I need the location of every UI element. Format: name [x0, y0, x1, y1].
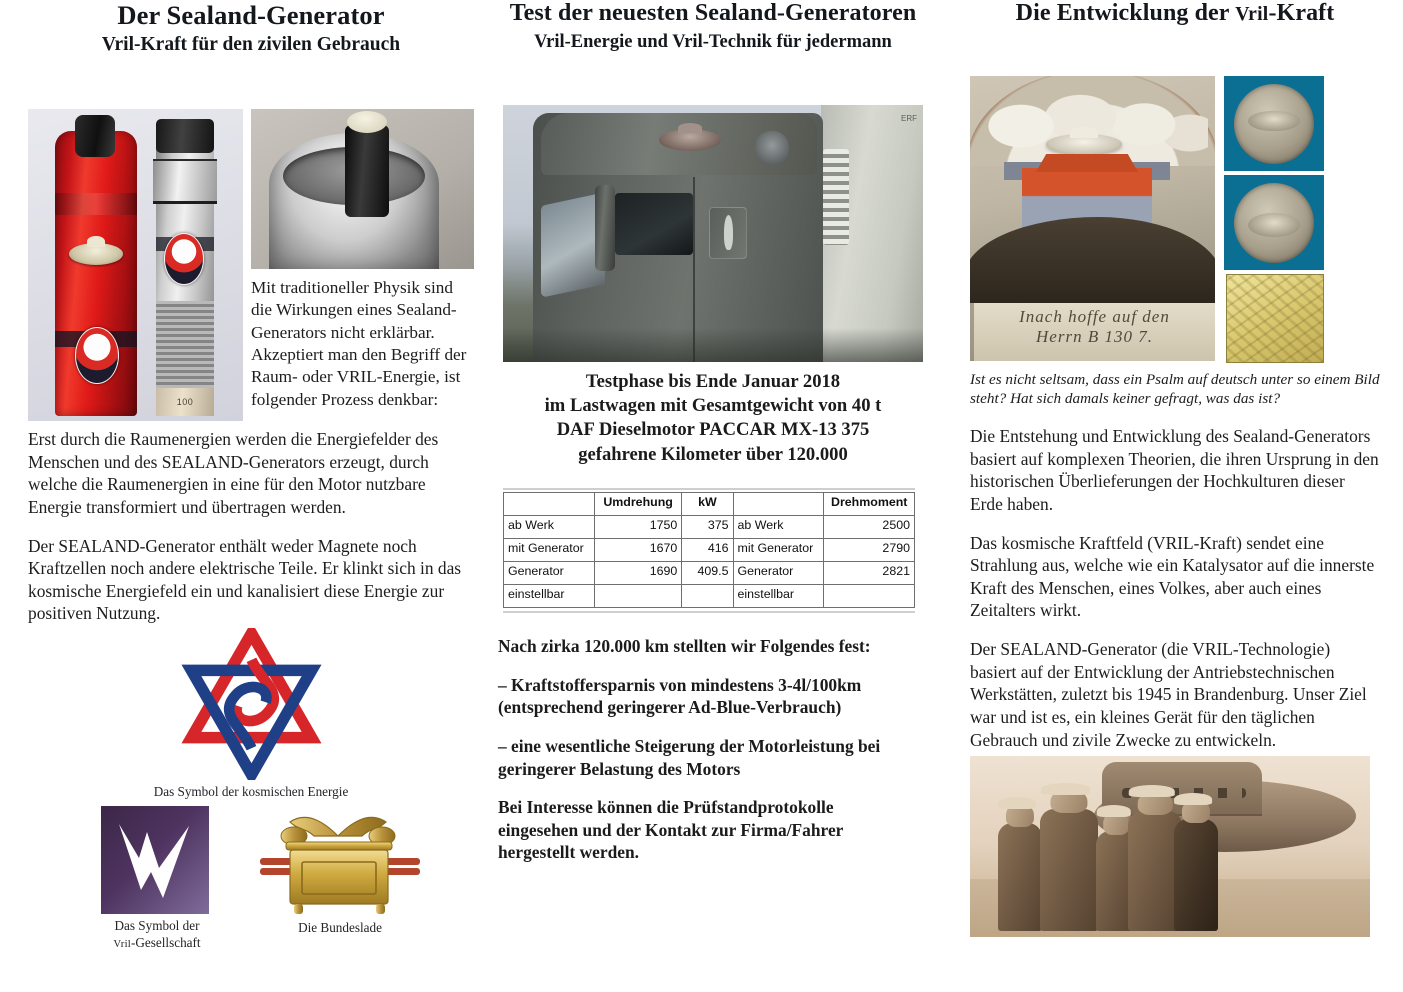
cell-r0c3: ab Werk	[733, 516, 824, 539]
table-head	[504, 493, 915, 516]
fresco-hill	[970, 217, 1215, 303]
ark-of-covenant-image	[250, 810, 430, 918]
cell-r3c4	[824, 585, 915, 608]
testphase-block	[496, 370, 930, 467]
cell-r3c1	[594, 585, 681, 608]
left-image-row	[28, 109, 474, 421]
cell-r1c4: 2790	[824, 539, 915, 562]
left-paragraph-1: Erst durch die Raumenergien werden die Energiefelder des Menschen und des SEALAND-Generators erzeugt, durch welche die Raumenergien in eine für den Motor nutzbare Energie transformiert und übertragen werden.	[28, 429, 439, 517]
performance-table-wrap	[503, 488, 915, 613]
fresco-painting-image	[970, 76, 1215, 361]
right-title-smallcaps: Vril	[1235, 3, 1269, 25]
table-row	[504, 562, 915, 585]
column-left	[28, 0, 474, 992]
table-header-row	[504, 493, 915, 516]
trailer-tag: ERF	[901, 114, 917, 123]
table-bottom-rule	[503, 611, 915, 613]
cell-r1c0: mit Generator	[504, 539, 595, 562]
cell-r2c0: Generator	[504, 562, 595, 585]
right-paragraph-1: Die Entstehung und Entwicklung des Sealand-Generators basiert auf komplexen Theorien, die ihren Ursprung in den historischen Überlieferungen der Hochkulturen dieser Erde haben.	[970, 426, 1379, 514]
historic-ufo-photo	[970, 756, 1370, 937]
right-title-post: -Kraft	[1268, 0, 1335, 26]
cell-r0c0: ab Werk	[504, 516, 595, 539]
table-row	[504, 539, 915, 562]
coin-photo-2	[1224, 175, 1324, 270]
testphase-line-2: im Lastwagen mit Gesamtgewicht von 40 t	[544, 395, 882, 417]
vril-badge-icon	[75, 327, 119, 384]
closeup-housing	[269, 133, 439, 269]
left-body-block	[28, 428, 472, 625]
cosmic-energy-star-icon	[159, 628, 344, 780]
fresco-caption-block	[970, 370, 1387, 409]
column-middle	[496, 0, 930, 992]
truck-door-window	[615, 193, 693, 255]
right-title-pre: Die Entwicklung der	[1015, 0, 1236, 26]
coin-photo-1	[1224, 76, 1324, 171]
silver-device-grip	[156, 301, 214, 393]
caption-vril-line1: Das Symbol der	[114, 918, 200, 933]
column-right	[963, 0, 1387, 992]
truck-ufo-decal-icon	[659, 129, 721, 151]
coin-disc-2	[1234, 183, 1314, 263]
trailer-vent	[823, 149, 849, 245]
testphase-line-3: DAF Dieselmotor PACCAR MX-13 375	[556, 419, 870, 441]
generator-closeup-photo	[251, 109, 474, 269]
right-paragraph-2: Das kosmische Kraftfeld (VRIL-Kraft) sendet eine Strahlung aus, welche wie ein Katalysator auf die innerste Kraft des Menschen, eines Volkes, aber auch eines Zeitalters wirkt.	[970, 532, 1375, 621]
vril-society-logo	[101, 806, 209, 914]
truck-cab	[533, 113, 823, 362]
silver-generator-device	[156, 141, 214, 416]
fresco-script-line1: Inach hoffe auf den	[1019, 307, 1170, 326]
fresco-italic-caption: Ist es nicht seltsam, dass ein Psalm auf deutsch unter so einem Bild steht? Hat sich damals keiner gefragt, was das ist?	[970, 371, 1380, 408]
officer-figure	[1040, 809, 1098, 931]
caption-vril-rest: -Gesellschaft	[131, 934, 201, 950]
cell-r3c2	[682, 585, 733, 608]
cell-r2c2: 409.5	[682, 562, 733, 585]
red-device-band	[55, 193, 137, 215]
cell-r0c4: 2500	[824, 516, 915, 539]
cell-r2c3: Generator	[733, 562, 824, 585]
th-blank-1	[504, 493, 595, 516]
coin-disc-1	[1234, 84, 1314, 164]
cell-r1c3: mit Generator	[733, 539, 824, 562]
cell-r1c1: 1670	[594, 539, 681, 562]
fresco-script-text	[974, 307, 1215, 348]
daf-truck-photo	[503, 105, 923, 362]
cell-r0c2: 375	[682, 516, 733, 539]
truck-trailer	[821, 105, 923, 362]
th-drehmoment: Drehmoment	[824, 493, 915, 516]
right-paragraph-3: Der SEALAND-Generator (die VRIL-Technologie) basiert auf der Entwicklung der Antriebstechnischen Werkstätten, zuletzt bis 1945 in Brandenburg. Unser Ziel war und ist es, ein kleines Gerät für den täglichen Gebrauch und zivile Zwecke zu entwickeln.	[970, 639, 1367, 750]
caption-vril-smallcaps: Vril	[113, 937, 131, 950]
table-body	[504, 516, 915, 608]
left-paragraph-2: Der SEALAND-Generator enthält weder Magnete noch Kraftzellen noch andere elektrische Teile. Er klinkt sich in das kosmische Energiefeld ein und kanalisiert diese Energie zur positiven Nutzung.	[28, 535, 462, 624]
truck-roof	[541, 113, 817, 175]
officer-figure	[998, 823, 1042, 931]
right-column-title	[963, 0, 1387, 28]
testphase-line-1: Testphase bis Ende Januar 2018	[585, 371, 841, 392]
red-generator-device	[55, 131, 137, 416]
cell-r0c1: 1750	[594, 516, 681, 539]
table-top-rule	[503, 488, 915, 490]
finding-3: Bei Interesse können die Prüfstandprotokolle eingesehen und der Kontakt zur Firma/Fahrer hergestellt werden.	[498, 797, 844, 863]
silver-device-base-label: 100	[156, 388, 214, 416]
officer-figure	[1174, 819, 1218, 931]
th-blank-2	[733, 493, 824, 516]
findings-block	[498, 635, 898, 864]
closeup-bowl	[283, 147, 425, 205]
cosmic-symbol-block	[28, 628, 474, 801]
cell-r3c0: einstellbar	[504, 585, 595, 608]
ark-icon	[250, 810, 430, 918]
cell-r3c3: einstellbar	[733, 585, 824, 608]
fresco-script-line2: Herrn B 130 7.	[1036, 327, 1153, 347]
caption-ark: Die Bundeslade	[298, 920, 382, 935]
cosmic-star-svg	[159, 628, 344, 780]
cell-r1c2: 416	[682, 539, 733, 562]
finding-1: – Kraftstoffersparnis von mindestens 3-4l/100km (entsprechend geringerer Ad-Blue-Verbrauch)	[498, 674, 862, 718]
findings-intro: Nach zirka 120.000 km stellten wir Folgendes fest:	[498, 636, 871, 656]
truck-wolf-decal-icon	[755, 131, 789, 167]
performance-table	[503, 492, 915, 608]
left-column-subtitle: Vril-Kraft für den zivilen Gebrauch	[101, 34, 401, 56]
middle-column-subtitle: Vril-Energie und Vril-Technik für jedermann	[534, 31, 892, 52]
truck-penguin-decal-icon	[709, 207, 747, 259]
testphase-line-4: gefahrene Kilometer über 120.000	[578, 443, 848, 465]
cell-r2c4: 2821	[824, 562, 915, 585]
vril-badge-icon	[164, 233, 204, 285]
vril-v-icon	[101, 806, 209, 914]
silver-device-cap	[156, 119, 214, 153]
truck-mirror	[595, 185, 615, 271]
caption-ark-wrap	[240, 920, 440, 937]
truck-ground-shadow	[503, 328, 923, 362]
generator-devices-photo	[28, 109, 243, 421]
middle-column-title: Test der neuesten Sealand-Generatoren	[509, 0, 917, 26]
fresco-inscription-plaque	[974, 303, 1215, 361]
closeup-black-knob	[345, 125, 389, 217]
table-row	[504, 516, 915, 539]
left-side-text: Mit traditioneller Physik sind die Wirkungen eines Sealand-Generators nicht erklärbar. Akzeptiert man den Begriff der Raum- oder VRIL-Energie, ist folgender Prozess denkbar:	[251, 278, 467, 409]
silver-device-ring	[153, 159, 217, 204]
th-umdrehung: Umdrehung	[594, 493, 681, 516]
caption-cosmic-energy: Das Symbol der kosmischen Energie	[153, 784, 349, 799]
th-kw: kW	[682, 493, 733, 516]
left-column-title: Der Sealand-Generator	[117, 0, 385, 30]
right-body-block	[970, 425, 1380, 751]
cell-r2c1: 1690	[594, 562, 681, 585]
table-row	[504, 585, 915, 608]
left-side-text-block	[251, 277, 469, 411]
finding-2: – eine wesentliche Steigerung der Motorleistung bei geringerer Belastung des Motors	[498, 735, 881, 779]
right-image-row	[970, 76, 1387, 361]
caption-vril-society	[68, 918, 246, 951]
bottom-symbols-block	[28, 806, 474, 966]
ufo-emblem-icon	[69, 243, 123, 265]
gold-engraving-image	[1226, 274, 1324, 363]
